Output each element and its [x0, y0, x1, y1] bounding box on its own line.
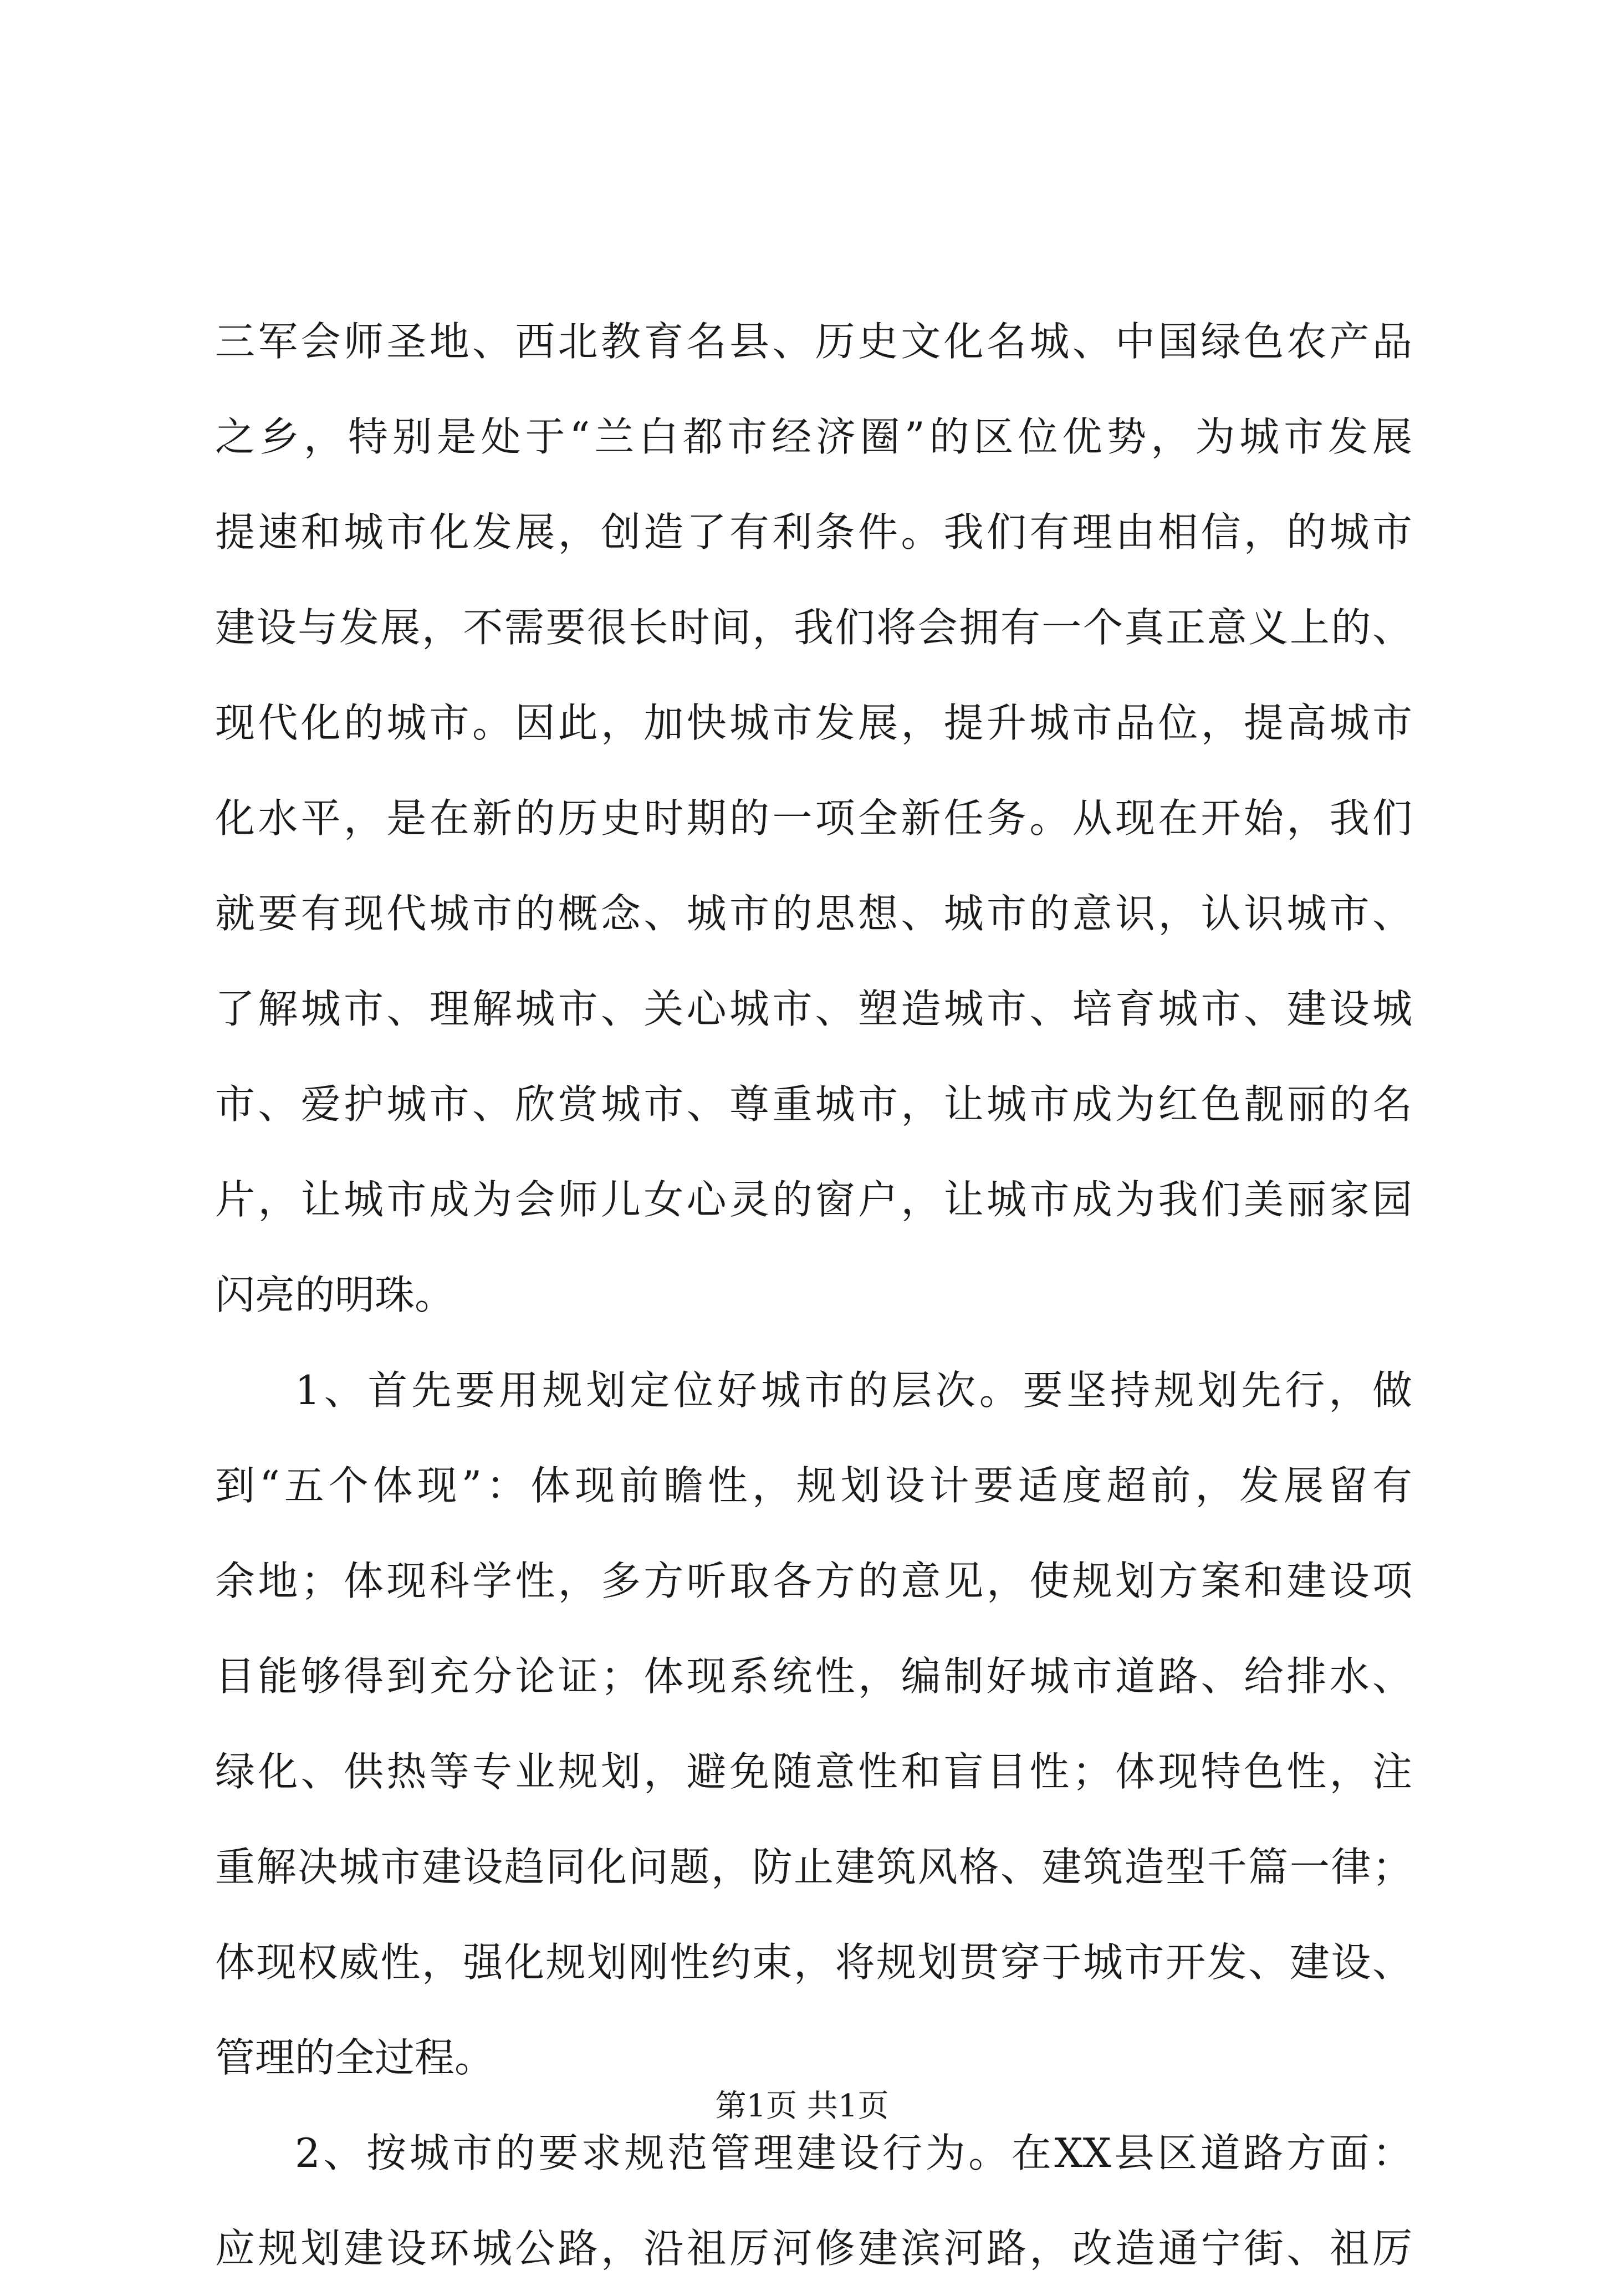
paragraph-line: 管理的全过程。 [215, 2034, 495, 2081]
document-body [215, 294, 1412, 2296]
paragraph-line: 了解城市、理解城市、关心城市、塑造城市、培育城市、建设城 [215, 986, 1412, 1032]
paragraph-line: 现代化的城市。因此，加快城市发展，提升城市品位，提高城市 [215, 700, 1412, 746]
paragraph-line: 之乡，特别是处于“兰白都市经济圈”的区位优势，为城市发展 [215, 414, 1412, 460]
paragraph-line: 绿化、供热等专业规划，避免随意性和盲目性；体现特色性，注 [215, 1748, 1412, 1795]
paragraph-line: 三军会师圣地、西北教育名县、历史文化名城、中国绿色农产品 [215, 318, 1412, 365]
paragraph-line: 目能够得到充分论证；体现系统性，编制好城市道路、给排水、 [215, 1653, 1412, 1700]
paragraph-line: 建设与发展，不需要很长时间，我们将会拥有一个真正意义上的、 [215, 604, 1412, 651]
paragraph-line: 到“五个体现”：体现前瞻性，规划设计要适度超前，发展留有 [215, 1462, 1412, 1509]
paragraph-line: 2、按城市的要求规范管理建设行为。在XX县区道路方面： [295, 2130, 1412, 2176]
paragraph-line: 就要有现代城市的概念、城市的思想、城市的意识，认识城市、 [215, 890, 1412, 937]
paragraph-line: 闪亮的明珠。 [215, 1272, 455, 1318]
paragraph-line: 1、首先要用规划定位好城市的层次。要坚持规划先行，做 [295, 1367, 1412, 1414]
paragraph-line: 应规划建设环城公路，沿祖厉河修建滨河路，改造通宁街、祖厉 [215, 2225, 1412, 2272]
paragraph-line: 提速和城市化发展，创造了有利条件。我们有理由相信，的城市 [215, 509, 1412, 555]
paragraph-line: 化水平，是在新的历史时期的一项全新任务。从现在开始，我们 [215, 795, 1412, 841]
paragraph-line: 市、爱护城市、欣赏城市、尊重城市，让城市成为红色靓丽的名 [215, 1081, 1412, 1127]
paragraph-line: 余地；体现科学性，多方听取各方的意见，使规划方案和建设项 [215, 1558, 1412, 1604]
page-footer: 第1页 共1页 [715, 2088, 889, 2124]
paragraph-line: 体现权威性，强化规划刚性约束，将规划贯穿于城市开发、建设、 [215, 1939, 1412, 1986]
paragraph-line: 片，让城市成为会师儿女心灵的窗户，让城市成为我们美丽家园 [215, 1176, 1412, 1223]
paragraph-line: 重解决城市建设趋同化问题，防止建筑风格、建筑造型千篇一律； [215, 1844, 1412, 1890]
